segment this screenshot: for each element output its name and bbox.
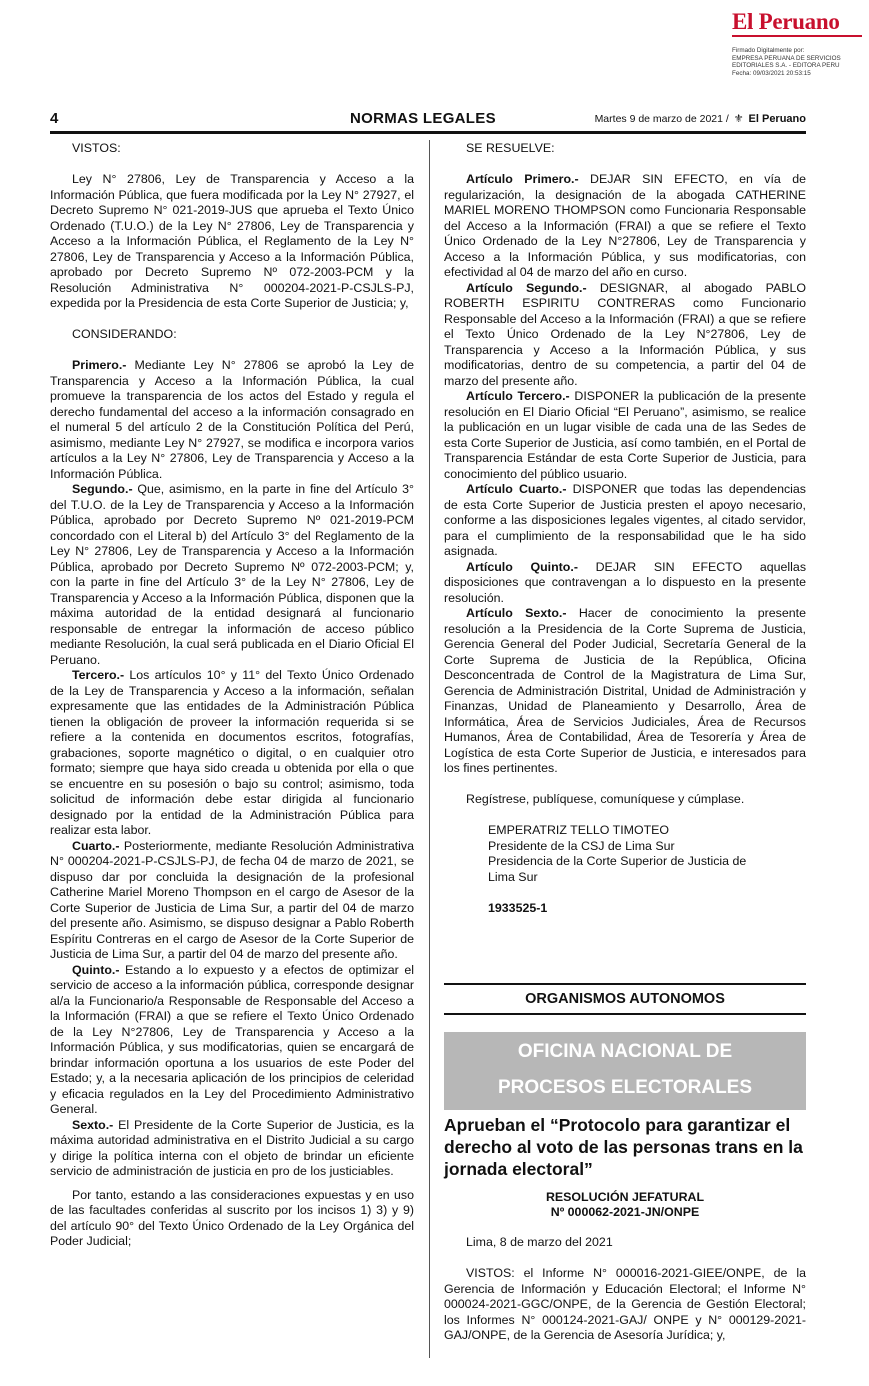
paragraph-text: Mediante Ley N° 27806 se aprobó la Ley de Transparencia y Acceso a la Información Pública, la cual promueve la transparencia de los actos del Estado y regula el derecho fundamental del acceso a la información consagrado en el numeral 5 del artículo 2 de la Constitución Política del Perú, asimismo, mediante Ley N° 27927, se modifica e incorpora varios artículos a la Ley N° 27806, Ley de Transparencia y Acceso a la Información Pública. — [50, 358, 414, 481]
brand-block — [732, 10, 864, 77]
resolution-line: RESOLUCIÓN JEFATURAL — [545, 1190, 705, 1204]
article-label: Artículo Primero.- — [466, 172, 579, 186]
article-text: Hacer de conocimiento la presente resolución a la Presidencia de la Corte Suprema de Justicia, Gerencia General del Poder Judicial, Secretaría General de la Corte Suprema de Justicia de la República, Oficina Desconcentrada de Control de la Magistratura de Lima Sur, Gerencia de Administración Distrital, Unidad de Administración y Finanzas, Unidad de Planeamiento y Desarrollo, Área de Informática, Área de Servicios Judiciales, Área de Recursos Humanos, Área de Contabilidad, Área de Tesorería y Área de Logística de esta Corte Superior de Justicia, e interesados para los fines pertinentes. — [444, 606, 806, 775]
articulo-segundo — [444, 281, 806, 390]
organization-banner — [444, 1032, 806, 1110]
article-text: DEJAR SIN EFECTO, en vía de regularización, la designación de la abogada CATHERINE MARIEL MORENO THOMPSON como Funcionaria Responsable del Acceso a la Información (FRAI) a que se refiere el Texto Único Ordenado de la Ley N°27806, Ley de Transparencia y Acceso a la Información Pública, y sus modificatorias, con efectividad al 04 de marzo del año en curso. — [444, 172, 807, 279]
article-label: Artículo Tercero.- — [466, 389, 570, 403]
signatory-role: Presidencia de la Corte Superior de Justicia de — [488, 854, 747, 868]
paragraph-label: Quinto.- — [72, 962, 120, 977]
resolution-line: Nº 000062-2021-JN/ONPE — [550, 1205, 700, 1219]
article-label: Artículo Segundo.- — [466, 280, 587, 295]
column-divider — [429, 140, 430, 1358]
articulo-tercero — [444, 389, 806, 482]
paper-name: El Peruano — [748, 113, 806, 125]
articulo-quinto — [444, 560, 806, 607]
article-text: DISPONER que todas las dependencias de esta Corte Superior de Justicia presten el apoyo necesario, conforme a las disposiciones legales vigentes, al citado servidor, para el cumplimiento de la responsabilidad que le ha sido asignada. — [444, 482, 806, 558]
articulo-sexto — [444, 606, 806, 777]
paragraph-label: Cuarto.- — [72, 838, 120, 853]
section-bar: ORGANISMOS AUTONOMOS — [444, 983, 806, 1015]
page-number: 4 — [50, 110, 59, 127]
issue-date: Martes 9 de marzo de 2021 / — [594, 113, 729, 125]
resuelve-heading: SE RESUELVE: — [466, 141, 555, 155]
paragraph-label: Primero.- — [72, 358, 127, 372]
considerando-tercero — [50, 668, 414, 839]
org-name-line: PROCESOS ELECTORALES — [497, 1077, 753, 1098]
resolution-body — [444, 1235, 806, 1344]
article-label: Artículo Cuarto.- — [466, 482, 567, 496]
coat-of-arms-icon: ⚜ — [733, 113, 744, 125]
paragraph-text: El Presidente de la Corte Superior de Justicia, es la máxima autoridad administrativa en el Distrito Judicial a su cargo y dirige la política interna con el objeto de brindar un eficiente servicio de administración de justicia en pro de los justiciables. — [50, 1117, 414, 1178]
signature-line: Firmado Digitalmente por: — [732, 47, 805, 54]
publication-code: 1933525-1 — [488, 900, 548, 915]
paragraph-label: Tercero.- — [72, 668, 125, 682]
logo-underline — [732, 35, 862, 37]
article-text: DISPONER la publicación de la presente resolución en El Diario Oficial “El Peruano”, asimismo, se realice la publicación en un lugar visible de cada una de las Sedes de esta Corte Superior de Justicia, así como también, en el Portal de Transparencia Estándar de esta Corte Superior de Justicia, para conocimiento del público usuario. — [444, 389, 806, 481]
vistos-paragraph: Ley N° 27806, Ley de Transparencia y Acceso a la Información Pública, que fuera modificada por la Ley N° 27927, el Decreto Supremo N° 021-2019-JUS que aprueba el Texto Único Ordenado (T.U.O.) de la Ley N° 27806, Ley de Transparencia y Acceso a la Información Pública, el Reglamento de la Ley N° 27806, Ley de Transparencia y Acceso a la Información Pública, aprobado por Decreto Supremo Nº 072-2003-PCM y la Resolución Administrativa N° 000204-2021-P-CSJLS-PJ, expedida por la Presidencia de esta Corte Superior de Justicia; y, — [50, 172, 414, 310]
resolution-date: Lima, 8 de marzo del 2021 — [466, 1235, 613, 1249]
signature-line: EDITORIALES S.A. - EDITORA PERU — [732, 62, 840, 69]
considerando-primero — [50, 358, 414, 482]
articulo-primero — [444, 172, 806, 281]
articulo-cuarto — [444, 482, 806, 560]
considerando-heading: CONSIDERANDO: — [72, 327, 177, 341]
article-text: DEJAR SIN EFECTO aquellas disposiciones que contravengan a lo dispuesto en la presente resolución. — [444, 559, 807, 605]
paragraph-label: Segundo.- — [72, 482, 133, 496]
signature-line: EMPRESA PERUANA DE SERVICIOS — [732, 54, 841, 62]
considerando-sexto — [50, 1118, 414, 1180]
el-peruano-logo: El Peruano — [732, 9, 840, 34]
resolution-vistos: VISTOS: el Informe N° 000016-2021-GIEE/ONPE, de la Gerencia de Información y Educación Electoral; el Informe N° 000024-2021-GGC/ONPE, de la Gerencia de Gestión Electoral; los Informes N° 000124-2021-GAJ/ ONPE y N° 000129-2021-GAJ/ONPE, de la Gerencia de Asesoría Jurídica; y, — [444, 1266, 806, 1342]
paragraph-text: Estando a lo expuesto y a efectos de optimizar el servicio de acceso a la información pública, corresponde designar al/a la Funcionario/a Responsable de Responsable del Acceso a la Información (FRAI) a que se refiere el Texto Único Ordenado de la Ley N°27806, Ley de Transparencia y Acceso a la Información Pública, y sus modificatorias, quien se encargará de brindar información oportuna a los usuarios de este Poder del Estado; y, a la necesaria aplicación de los principios de celeridad y eficacia regulados en la Ley del Procedimiento Administrativo General. — [50, 962, 414, 1116]
article-label: Artículo Sexto.- — [466, 606, 567, 620]
closing-paragraph: Por tanto, estando a las consideraciones expuestas y en uso de las facultades conferidas al suscrito por los incisos 1) 3) y 9) del artículo 90° del Texto Único Ordenado de la Ley Orgánica del Poder Judicial; — [50, 1187, 414, 1248]
article-text: DESIGNAR, al abogado PABLO ROBERTH ESPIRITU CONTRERAS como Funcionario Responsable del Acceso a la Información (FRAI) a que se refiere el Texto Único Ordenado de la Ley N°27806, Ley de Transparencia y Acceso a la Información Pública, y sus modificatorias, dentro de su competencia, a partir del 04 de marzo del presente año. — [444, 280, 807, 388]
article-headline: Aprueban el “Protocolo para garantizar el derecho al voto de las personas trans en la jornada electoral” — [444, 1115, 803, 1179]
signatory-role: Presidente de la CSJ de Lima Sur — [488, 838, 675, 853]
paragraph-text: Los artículos 10° y 11° del Texto Único Ordenado de la Ley de Transparencia y Acceso a la información, señalan expresamente que las entidades de la Administración Pública tienen la obligación de proveer la información requerida si se refiere a la contenida en documentos escritos, fotografías, grabaciones, soporte magnético o digital, o en cualquier otro formato; siempre que haya sido creada u obtenida por ella o que se encuentre en su posesión o bajo su control; asimismo, toda solicitud de información debe estar dirigida al funcionario designado por la entidad de la Administración Pública para realizar esta labor. — [50, 668, 414, 837]
digital-signature — [732, 47, 864, 77]
section-title: NORMAS LEGALES — [350, 110, 496, 127]
signature-line: Fecha: 09/03/2021 20:53:15 — [732, 69, 811, 77]
org-name-line: OFICINA NACIONAL DE — [517, 1041, 733, 1062]
considerando-segundo — [50, 482, 414, 668]
vistos-heading: VISTOS: — [72, 141, 121, 155]
considerando-cuarto — [50, 839, 414, 963]
closing-formula: Regístrese, publíquese, comuníquese y cúmplase. — [466, 792, 745, 806]
masthead — [50, 110, 806, 130]
paragraph-text: Que, asimismo, en la parte in fine del Artículo 3° del T.U.O. de la Ley de Transparencia y Acceso a la Información Pública, aprobado por Decreto Supremo Nº 021-2019-PCM concordado con el Literal b) del Artículo 3° del Reglamento de la Ley N° 27806, Ley de Transparencia y Acceso a la Información Pública, aprobado por Decreto Supremo Nº 072-2003-PCM; y, con la parte in fine del Artículo 3° de la Ley N° 27806, Ley de Transparencia y Acceso a la Información Pública, disponen que la máxima autoridad de la entidad designará al funcionario responsable de entregar la información de acceso público mediante Resolución, la cual será publicada en el Diario Oficial El Peruano. — [50, 482, 414, 667]
resolution-title — [444, 1190, 806, 1220]
dateline — [595, 112, 806, 125]
signatory-name: EMPERATRIZ TELLO TIMOTEO — [488, 823, 670, 837]
considerando-quinto — [50, 963, 414, 1118]
paragraph-text: Posteriormente, mediante Resolución Administrativa N° 000204-2021-P-CSJLS-PJ, de fecha 04 de marzo de 2021, se dispuso dar por concluida la designación de la profesional Catherine Mariel Moreno Thompson en el cargo de Asesor de la Corte Superior de Justicia de Lima Sur, a partir del 04 de marzo del presente año. Asimismo, se dispuso designar a Pablo Roberth Espíritu Contreras en el cargo de Asesor de la Corte Superior de Justicia de Lima Sur, a partir del 04 de marzo del presente año. — [50, 838, 414, 961]
right-column — [444, 141, 806, 916]
masthead-rule — [50, 131, 806, 134]
left-column — [50, 141, 414, 1250]
signatory-role: Lima Sur — [488, 869, 538, 884]
paragraph-label: Sexto.- — [72, 1117, 114, 1132]
article-label: Artículo Quinto.- — [466, 559, 578, 574]
